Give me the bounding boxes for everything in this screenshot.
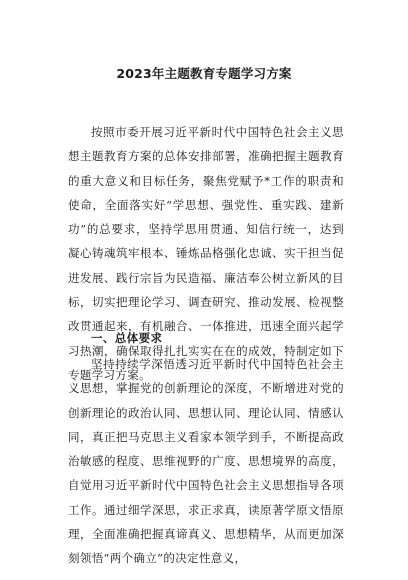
- intro-paragraph: 按照市委开展习近平新时代中国特色社会主义思想主题教育方案的总体安排部署，准确把握主题教育的重大意义和目标任务，聚焦党赋予*工作的职责和使命，全面落实好“学思想、强党性、重实践、建新功”的总要求，坚持学思用贯通、知信行统一，达到凝心铸魂筑牢根本、锤炼品格强化忠诚、实干担当促进发展、践行宗旨为民造福、廉洁奉公树立新风的目标，切实把理论学习、调查研究、推动发展、检视整改贯通起来，有机融合、一体推进，迅速全面兴起学习热潮，确保取得扎扎实实在在的成效，特制定如下专题学习方案。: [68, 125, 344, 382]
- overall-requirements-paragraph: 坚持持续学深悟透习近平新时代中国特色社会主义思想，掌握党的创新理论的深度，不断增进对党的创新理论的政治认同、思想认同、理论认同、情感认同，真正把马克思主义看家本领学到手，不断提高政治敏感的程度、思维视野的广度、思想境界的高度，自觉用习近平新时代中国特色社会主义思想指导各项工作。通过细学深思，求正求真，读原著学原文悟原理，全面准确把握真谛真义、思想精华，从而更加深刻领悟“两个确立”的决定性意义，: [68, 357, 344, 566]
- overall-requirements-section: [68, 352, 344, 571]
- section-heading-overall-requirements: 一、总体要求: [91, 331, 163, 345]
- document-title: 2023年主题教育专题学习方案: [116, 66, 292, 81]
